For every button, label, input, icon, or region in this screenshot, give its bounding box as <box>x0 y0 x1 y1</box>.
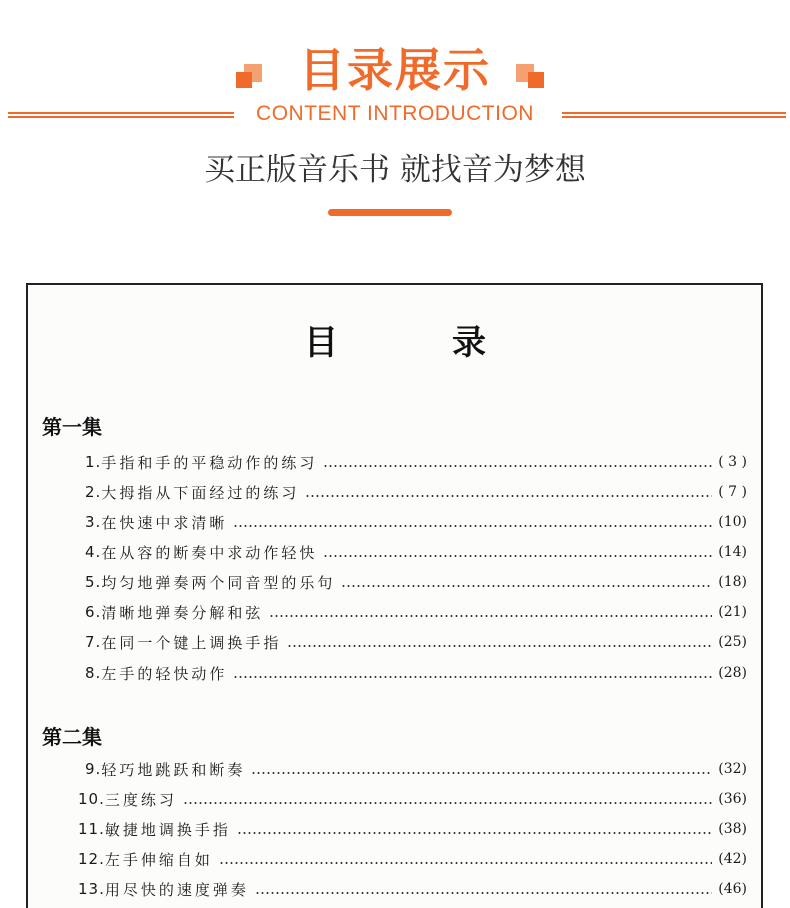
entry-page: (21) <box>718 604 747 620</box>
dot-leader <box>237 832 712 834</box>
dot-leader <box>233 676 712 678</box>
dot-leader <box>219 862 712 864</box>
decor-square-icon <box>528 72 544 88</box>
entry-title: 用尽快的速度弹奏 <box>104 880 249 899</box>
toc-entry <box>78 877 747 901</box>
entry-title: 在同一个键上调换手指 <box>101 633 282 652</box>
entry-page: ( 3 ) <box>718 454 747 470</box>
dot-leader <box>341 585 712 587</box>
entry-title: 轻巧地跳跃和断奏 <box>101 760 246 779</box>
entry-page: (10) <box>718 514 747 530</box>
header-divider-right <box>562 112 786 118</box>
entry-number: 8. <box>85 664 102 682</box>
dot-leader <box>323 555 712 557</box>
toc-entry <box>85 630 747 654</box>
entry-title: 敏捷地调换手指 <box>104 820 231 839</box>
entry-title: 均匀地弹奏两个同音型的乐句 <box>101 573 336 592</box>
entry-page: (46) <box>718 881 747 897</box>
entry-page: ( 7 ) <box>718 484 747 500</box>
entry-number: 5. <box>85 573 102 591</box>
dot-leader <box>305 495 712 497</box>
entry-title: 在从容的断奏中求动作轻快 <box>101 543 318 562</box>
entry-number: 6. <box>85 603 102 621</box>
entry-title: 清晰地弹奏分解和弦 <box>101 603 264 622</box>
dot-leader <box>183 802 712 804</box>
entry-title: 左手的轻快动作 <box>101 664 228 683</box>
entry-page: (14) <box>718 544 747 560</box>
entry-number: 12. <box>78 850 105 868</box>
entry-number: 13. <box>78 880 105 898</box>
entry-title: 在快速中求清晰 <box>101 513 228 532</box>
entry-page: (36) <box>718 791 747 807</box>
entry-number: 3. <box>85 513 102 531</box>
entry-number: 7. <box>85 633 102 651</box>
entry-page: (38) <box>718 821 747 837</box>
entry-title: 左手伸缩自如 <box>104 850 213 869</box>
header-subtitle: CONTENT INTRODUCTION <box>256 102 534 125</box>
dot-leader <box>251 772 712 774</box>
toc-entry <box>78 817 747 841</box>
toc-entry <box>85 480 747 504</box>
entry-title: 大拇指从下面经过的练习 <box>101 483 300 502</box>
entry-number: 1. <box>85 453 102 471</box>
header-tagline: 买正版音乐书 就找音为梦想 <box>204 152 586 188</box>
toc-entry <box>78 787 747 811</box>
toc-entry <box>85 570 747 594</box>
toc-title-right: 录 <box>452 323 486 363</box>
accent-bar <box>328 209 452 216</box>
section-heading: 第一集 <box>42 415 102 439</box>
entry-page: (28) <box>718 665 747 681</box>
dot-leader <box>233 525 712 527</box>
toc-entry <box>85 600 747 624</box>
toc-entry <box>85 510 747 534</box>
toc-entry <box>85 450 747 474</box>
toc-entry <box>85 540 747 564</box>
toc-entry <box>78 847 747 871</box>
entry-number: 4. <box>85 543 102 561</box>
entry-title: 三度练习 <box>104 790 177 809</box>
dot-leader <box>255 892 712 894</box>
promo-header <box>0 0 790 240</box>
header-title: 目录展示 <box>299 43 491 97</box>
entry-page: (18) <box>718 574 747 590</box>
dot-leader <box>323 465 712 467</box>
entry-number: 9. <box>85 760 102 778</box>
entry-title: 手指和手的平稳动作的练习 <box>101 453 318 472</box>
dot-leader <box>269 615 712 617</box>
toc-entry <box>85 661 747 685</box>
entry-page: (32) <box>718 761 747 777</box>
entry-number: 2. <box>85 483 102 501</box>
entry-page: (25) <box>718 634 747 650</box>
toc-title-left: 目 <box>304 323 338 363</box>
entry-number: 10. <box>78 790 105 808</box>
section-heading: 第二集 <box>42 725 102 749</box>
entry-number: 11. <box>78 820 105 838</box>
entry-page: (42) <box>718 851 747 867</box>
dot-leader <box>287 645 712 647</box>
toc-page-scan <box>26 283 763 908</box>
toc-title <box>28 315 763 365</box>
toc-entry <box>85 757 747 781</box>
